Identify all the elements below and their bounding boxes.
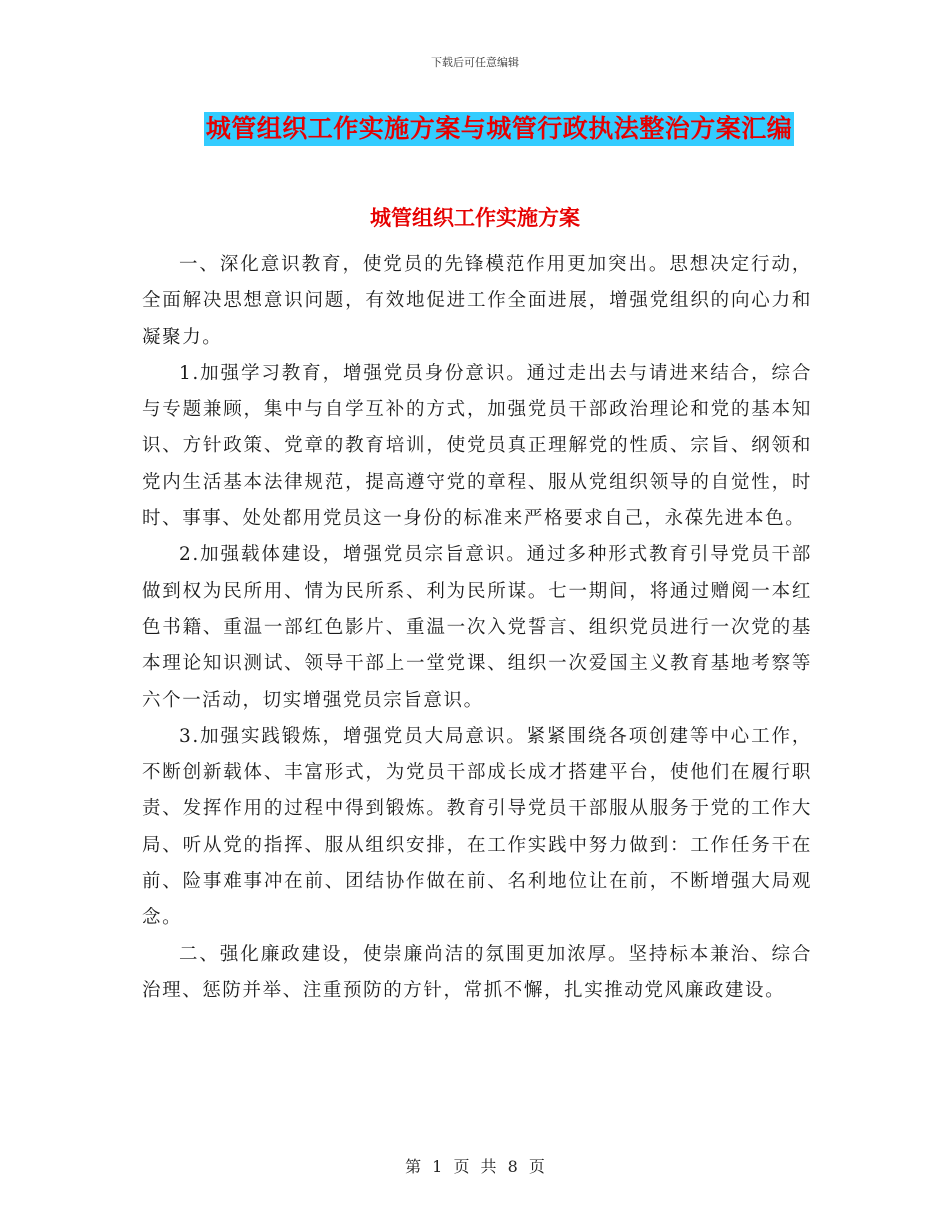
section-title: 城管组织工作实施方案 [370, 205, 580, 230]
paragraph-3: 2.加强载体建设，增强党员宗旨意识。通过多种形式教育引导党员干部做到权为民所用、情为民所系、利为民所谋。七一期间，将通过赠阅一本红色书籍、重温一部红色影片、重温一次入党誓言、组织党员进行一次党的基本理论知识测试、领导干部上一堂党课、组织一次爱国主义教育基地考察等六个一活动，切实增强党员宗旨意识。 [142, 544, 812, 711]
page-header-note: 下载后可任意编辑 [431, 56, 519, 69]
document-title: 城管组织工作实施方案与城管行政执法整治方案汇编 [204, 112, 795, 146]
paragraph-1: 一、深化意识教育，使党员的先锋模范作用更加突出。思想决定行动，全面解决思想意识问题，有效地促进工作全面进展，增强党组织的向心力和凝聚力。 [142, 254, 812, 348]
paragraph-4: 3.加强实践锻炼，增强党员大局意识。紧紧围绕各项创建等中心工作，不断创新载体、丰富形式，为党员干部成长成才搭建平台，使他们在履行职责、发挥作用的过程中得到锻炼。教育引导党员干部服从服务于党的工作大局、听从党的指挥、服从组织安排，在工作实践中努力做到：工作任务干在前、险事难事冲在前、团结协作做在前、名利地位让在前，不断增强大局观念。 [142, 725, 812, 929]
page-footer: 第 1 页 共 8 页 [405, 1157, 545, 1176]
document-body [142, 247, 812, 1009]
paragraph-2: 1.加强学习教育，增强党员身份意识。通过走出去与请进来结合，综合与专题兼顾，集中与自学互补的方式，加强党员干部政治理论和党的基本知识、方针政策、党章的教育培训，使党员真正理解党的性质、宗旨、纲领和党内生活基本法律规范，提高遵守党的章程、服从党组织领导的自觉性，时时、事事、处处都用党员这一身份的标准来严格要求自己，永葆先进本色。 [142, 362, 812, 530]
document-title-container [0, 112, 950, 146]
paragraph-5: 二、强化廉政建设，使崇廉尚洁的氛围更加浓厚。坚持标本兼治、综合治理、惩防并举、注重预防的方针，常抓不懈，扎实推动党风廉政建设。 [142, 943, 812, 1001]
